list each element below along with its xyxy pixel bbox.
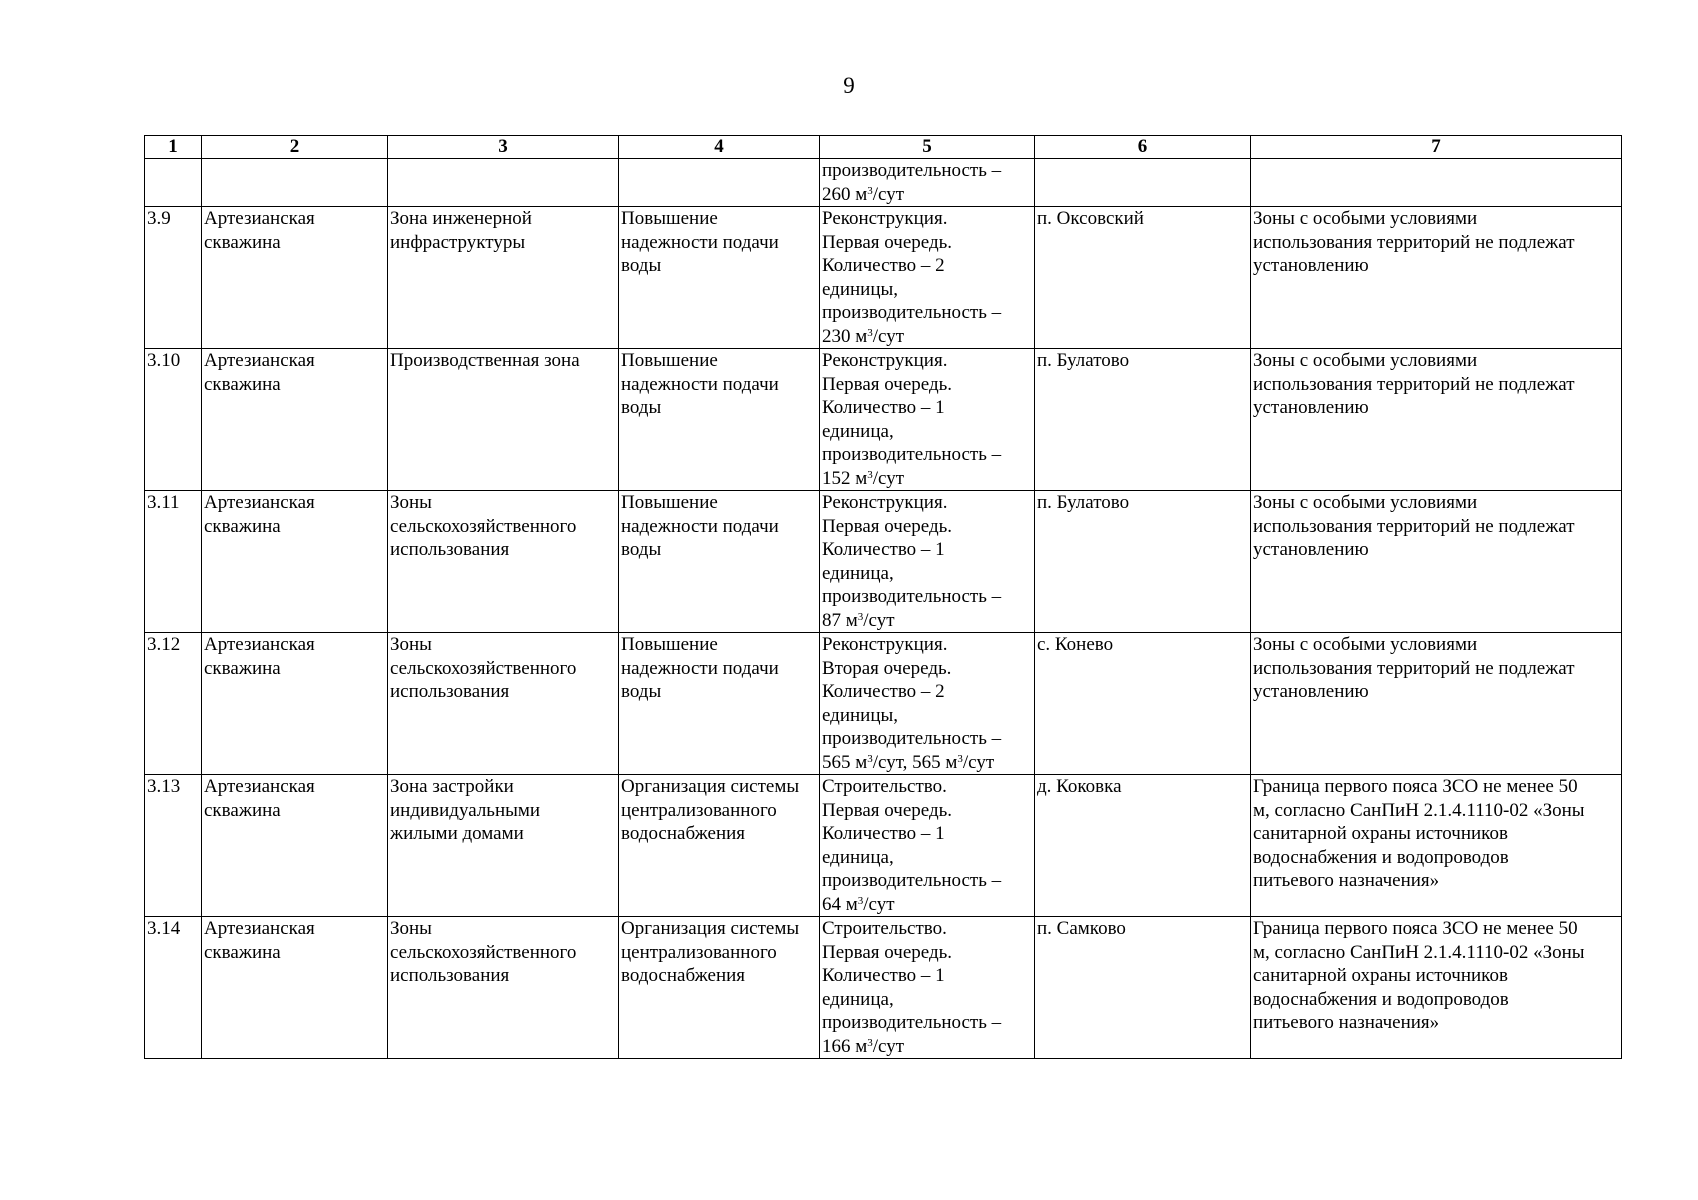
cell-text-line: 3.10 [147,350,181,371]
cell-text-line: Повышение [621,634,718,655]
cell-text-line: централизованного [621,799,777,821]
cell-text-line: надежности подачи [621,657,779,679]
cell-text-line: скважина [204,515,281,537]
cell-text-line: 565 $м^3$/сут, 565 $м^3$/сут [822,751,995,773]
cell-text-line: Зоны [390,634,432,655]
table-cell-number [145,349,202,491]
cell-text-line: Производственная зона [390,350,580,371]
cell-text-line: п. Булатово [1037,492,1130,513]
table-cell-object [202,917,388,1059]
cell-text-line: санитарной охраны источников [1253,823,1508,844]
table-cell-purpose [619,775,820,917]
cell-text-line: Организация системы [621,918,800,939]
cell-text-line: использования [390,965,510,986]
cell-text-line: использования территорий не подлежат [1253,231,1575,253]
table-row [145,207,1622,349]
cell-text-line: скважина [204,373,281,395]
cell-text-line: скважина [204,231,281,253]
cell-text-line: Зоны с особыми условиями [1253,492,1478,513]
cell-text-line: единица, [822,420,894,442]
cell-text-line: Реконструкция. [822,350,948,371]
table-cell-location [1035,491,1251,633]
cell-text-line: установлению [1253,539,1369,560]
cell-text-line: Зоны [390,492,432,513]
table-cell [388,159,619,207]
table-cell-number [145,917,202,1059]
table-cell-purpose [619,207,820,349]
table-cell-zone [388,775,619,917]
cell-text-line: 152 $м^3$/сут [822,467,905,489]
table-row [145,491,1622,633]
table-cell [145,159,202,207]
table-row [145,349,1622,491]
table-cell-restrictions [1251,491,1622,633]
cell-text-line: воды [621,681,662,702]
cell-text-line: 166 $м^3$/сут [822,1035,905,1057]
cell-text-line: санитарной охраны источников [1253,965,1508,986]
table-cell-restrictions [1251,775,1622,917]
cell-text-line: водоснабжения [621,965,746,986]
cell-text-line: воды [621,397,662,418]
column-header: 7 [1251,136,1622,159]
table-cell-characteristics [820,349,1035,491]
cell-text-line: единица, [822,988,894,1010]
page-number: 9 [843,73,855,98]
cell-text-line: 3.14 [147,918,181,939]
cell-text-line: Артезианская [204,776,315,797]
table-cell [202,159,388,207]
table-row [145,775,1622,917]
table-cell-object [202,491,388,633]
table-cell-object [202,349,388,491]
table-cell [1251,159,1622,207]
cell-text-line: единица, [822,562,894,584]
table-cell-zone [388,207,619,349]
table-cell-location [1035,207,1251,349]
cell-text-line: использования [390,681,510,702]
cell-text-line: жилыми домами [390,823,524,844]
cell-text-line: водоснабжения и водопроводов [1253,988,1509,1010]
table-cell-purpose [619,349,820,491]
column-header: 5 [820,136,1035,159]
column-header: 4 [619,136,820,159]
cell-text-line: сельскохозяйственного [390,657,577,679]
cell-text-line: Первая очередь. [822,373,953,395]
table-cell-characteristics [820,491,1035,633]
cell-text-line: централизованного [621,941,777,963]
table-cell-location [1035,917,1251,1059]
cell-text-line: Зоны с особыми условиями [1253,634,1478,655]
table-cell-restrictions [1251,349,1622,491]
cell-text-line: Количество – 1 [822,965,945,986]
cell-text-line: питьевого назначения» [1253,1012,1440,1033]
cell-text-line: надежности подачи [621,231,779,253]
cell-text-line: сельскохозяйственного [390,941,577,963]
table-cell-number [145,775,202,917]
cell-text-line: водоснабжения и водопроводов [1253,846,1509,868]
cell-text-line: д. Коковка [1037,776,1122,797]
header-row [145,136,1622,159]
cell-text-line: производительность – [822,586,1002,607]
cell-text-line: производительность – [822,444,1002,465]
cell-text-line: Зона инженерной [390,208,532,229]
table-row [145,917,1622,1059]
cell-text-line: 230 $м^3$/сут [822,325,905,347]
table-cell-restrictions [1251,207,1622,349]
table-cell-number [145,633,202,775]
table-cell-object [202,207,388,349]
cell-text-line: Повышение [621,350,718,371]
cell-text-line: надежности подачи [621,373,779,395]
cell-text-line: Артезианская [204,350,315,371]
table-cell-zone [388,491,619,633]
table-cell-purpose [619,917,820,1059]
table-cell-purpose [619,491,820,633]
table-cell [619,159,820,207]
cell-text-line: использования [390,539,510,560]
cell-text-line: Количество – 1 [822,539,945,560]
cell-text-line: водоснабжения [621,823,746,844]
cell-text-line: Первая очередь. [822,231,953,253]
cell-text-line: Строительство. [822,776,947,797]
table-cell-location [1035,349,1251,491]
cell-text-line: скважина [204,657,281,679]
cell-text-line: Зоны с особыми условиями [1253,350,1478,371]
cell-text-line: Первая очередь. [822,515,953,537]
cell-text-line: 87 $м^3$/сут [822,609,895,631]
table-cell-characteristics [820,633,1035,775]
cell-text-line: п. Булатово [1037,350,1130,371]
cell-text-line: Количество – 1 [822,397,945,418]
table-cell-zone [388,917,619,1059]
cell-text-line: Реконструкция. [822,634,948,655]
table-cell-location [1035,775,1251,917]
cell-text-line: 260 $м^3$/сут [822,183,905,205]
table-cell-object [202,775,388,917]
table-cell-purpose [619,633,820,775]
cell-text-line: единицы, [822,278,899,300]
cell-text-line: Артезианская [204,634,315,655]
cell-text-line: Количество – 2 [822,255,945,276]
continuation-row [145,159,1622,207]
cell-text-line: Зоны [390,918,432,939]
cell-text-line: Количество – 1 [822,823,945,844]
cell-text-line: п. Самково [1037,918,1126,939]
cell-text-line: питьевого назначения» [1253,870,1440,891]
cell-text-line: Вторая очередь. [822,657,952,679]
cell-text-line: Реконструкция. [822,492,948,513]
cell-text-line: воды [621,255,662,276]
cell-text-line: 3.9 [147,208,171,229]
cell-text-line: Повышение [621,492,718,513]
cell-text-line: воды [621,539,662,560]
table-cell [1035,159,1251,207]
column-header: 2 [202,136,388,159]
column-header: 6 [1035,136,1251,159]
cell-text-line: Строительство. [822,918,947,939]
cell-text-line: Первая очередь. [822,941,953,963]
cell-text-line: 3.13 [147,776,181,797]
cell-text-line: единицы, [822,704,899,726]
cell-text-line: Первая очередь. [822,799,953,821]
table-cell-zone [388,349,619,491]
cell-text-line: производительность – [822,1012,1002,1033]
cell-text-line: Артезианская [204,208,315,229]
cell-text-line: Граница первого пояса ЗСО не менее 50 [1253,776,1578,797]
cell-text-line: производительность – [822,728,1002,749]
table-cell-characteristics [820,159,1035,207]
cell-text-line: производительность – [822,302,1002,323]
table-cell-number [145,207,202,349]
cell-text-line: использования территорий не подлежат [1253,657,1575,679]
cell-text-line: Повышение [621,208,718,229]
cell-text-line: Зоны с особыми условиями [1253,208,1478,229]
cell-text-line: надежности подачи [621,515,779,537]
cell-text-line: п. Оксовский [1037,208,1144,229]
cell-text-line: использования территорий не подлежат [1253,515,1575,537]
cell-text-line: использования территорий не подлежат [1253,373,1575,395]
cell-text-line: 3.12 [147,634,181,655]
cell-text-line: установлению [1253,397,1369,418]
cell-text-line: сельскохозяйственного [390,515,577,537]
cell-text-line: Артезианская [204,492,315,513]
cell-text-line: индивидуальными [390,799,541,821]
table-cell-characteristics [820,775,1035,917]
table-cell-restrictions [1251,633,1622,775]
table-cell-object [202,633,388,775]
cell-text-line: установлению [1253,255,1369,276]
document-table [144,135,1622,1059]
cell-text-line: Граница первого пояса ЗСО не менее 50 [1253,918,1578,939]
cell-text-line: 3.11 [147,492,180,513]
table-cell-zone [388,633,619,775]
cell-text-line: Реконструкция. [822,208,948,229]
table-cell-characteristics [820,207,1035,349]
cell-text-line: инфраструктуры [390,231,526,253]
cell-text-line: Организация системы [621,776,800,797]
cell-text-line: 64 $м^3$/сут [822,893,895,915]
table-cell-number [145,491,202,633]
table-cell-characteristics [820,917,1035,1059]
cell-text-line: производительность – [822,870,1002,891]
cell-text-line: единица, [822,846,894,868]
cell-text-line: производительность – [822,160,1002,181]
cell-text-line: Зона застройки [390,776,514,797]
table-row [145,633,1622,775]
cell-text-line: установлению [1253,681,1369,702]
cell-text-line: м, согласно СанПиН 2.1.4.1110-02 «Зоны [1253,941,1585,963]
column-header: 3 [388,136,619,159]
cell-text-line: скважина [204,799,281,821]
cell-text-line: Количество – 2 [822,681,945,702]
table-cell-restrictions [1251,917,1622,1059]
cell-text-line: м, согласно СанПиН 2.1.4.1110-02 «Зоны [1253,799,1585,821]
table-cell-location [1035,633,1251,775]
cell-text-line: скважина [204,941,281,963]
cell-text-line: с. Конево [1037,634,1114,655]
column-header: 1 [145,136,202,159]
cell-text-line: Артезианская [204,918,315,939]
